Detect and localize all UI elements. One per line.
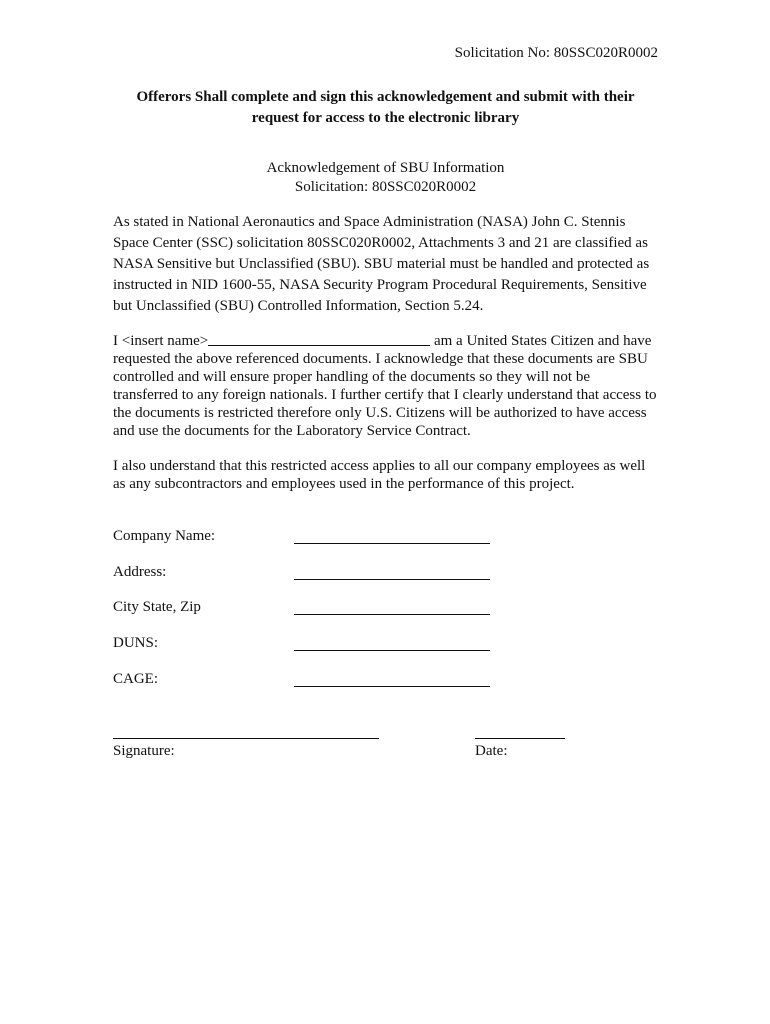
instruction-heading-line1: Offerors Shall complete and sign this acknowledgement and submit with their	[136, 89, 635, 105]
address-field[interactable]	[294, 579, 490, 580]
signature-label: Signature:	[113, 743, 175, 759]
acknowledgement-solicitation: Solicitation: 80SSC020R0002	[294, 179, 477, 195]
acknowledgement-title: Acknowledgement of SBU Information	[266, 160, 505, 176]
paragraph-citizen-certification	[113, 331, 658, 440]
city-state-zip-label: City State, Zip	[113, 599, 201, 615]
date-field[interactable]	[475, 738, 565, 739]
signature-field[interactable]	[113, 738, 379, 739]
date-label: Date:	[475, 743, 508, 759]
insert-name-prefix: I <insert name>	[113, 333, 209, 349]
name-blank-field[interactable]	[208, 331, 430, 346]
city-state-zip-field[interactable]	[294, 614, 490, 615]
address-label: Address:	[113, 564, 167, 580]
company-name-label: Company Name:	[113, 528, 216, 544]
cage-field[interactable]	[294, 686, 490, 687]
duns-label: DUNS:	[113, 635, 159, 651]
cage-label: CAGE:	[113, 671, 158, 687]
instruction-heading-line2: request for access to the electronic library	[251, 110, 520, 126]
duns-field[interactable]	[294, 650, 490, 651]
certification-text: am a United States Citizen and have requested the above referenced documents. I acknowledge that these documents are SBU controlled and will ensure proper handling of the documents so they will not be transferred to any foreign nationals. I further certify that I clearly understand that access to the documents is restricted therefore only U.S. Citizens will be authorized to have access and use the documents for the Laboratory Service Contract.	[113, 333, 657, 439]
solicitation-number: Solicitation No: 80SSC020R0002	[454, 45, 658, 61]
acknowledgement-title-block	[113, 159, 658, 197]
paragraph-sbu-statement: As stated in National Aeronautics and Space Administration (NASA) John C. Stennis Space Center (SSC) solicitation 80SSC020R0002, Attachments 3 and 21 are classified as NASA Sensitive but Unclassified (SBU). SBU material must be handled and protected as instructed in NID 1600-55, NASA Security Program Procedural Requirements, Sensitive but Unclassified (SBU) Controlled Information, Section 5.24.	[113, 214, 650, 314]
paragraph-restricted-access: I also understand that this restricted access applies to all our company employees as well as any subcontractors and employees used in the performance of this project.	[113, 458, 646, 492]
company-name-field[interactable]	[294, 543, 490, 544]
instruction-heading	[113, 87, 658, 129]
